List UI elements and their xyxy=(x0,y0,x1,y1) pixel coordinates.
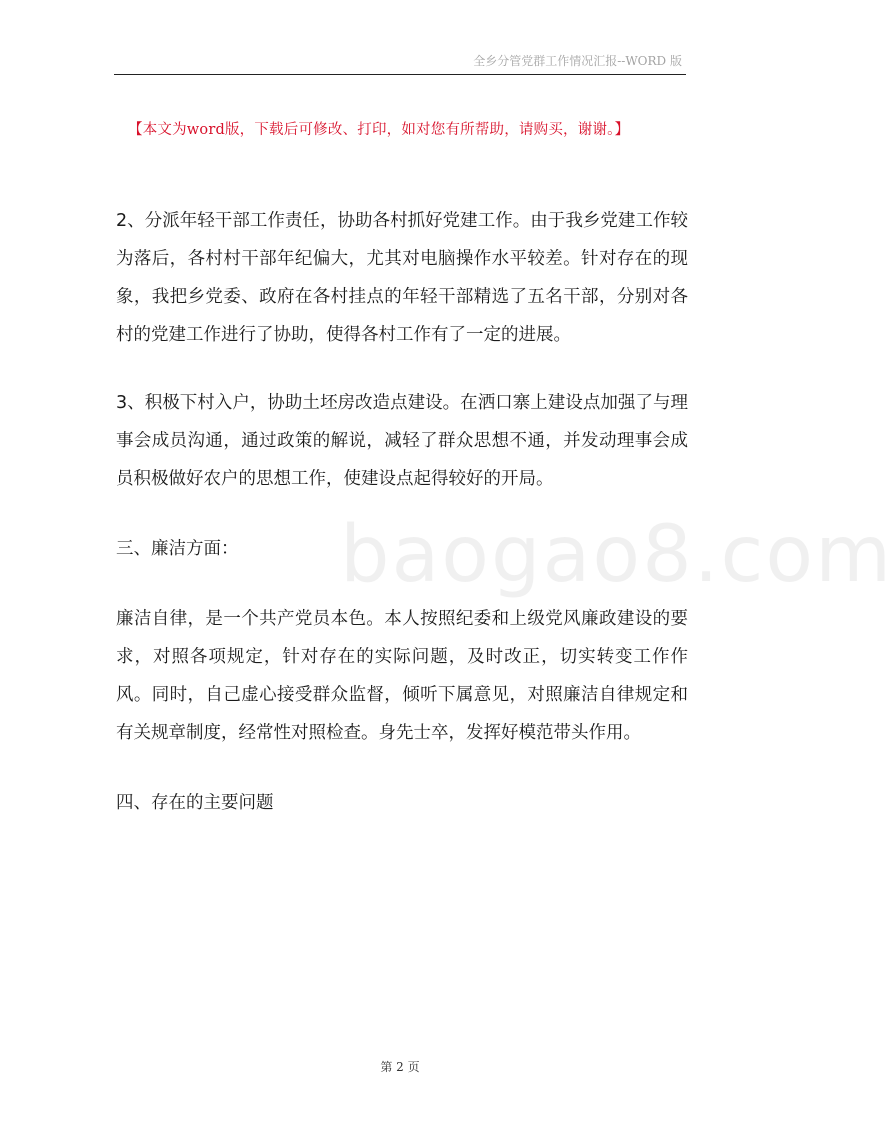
header-divider xyxy=(114,74,686,75)
page-header-title: 全乡分管党群工作情况汇报--WORD 版 xyxy=(473,54,682,68)
document-body xyxy=(116,202,688,822)
paragraph-integrity: 廉洁自律，是一个共产党员本色。本人按照纪委和上级党风廉政建设的要求，对照各项规定，针对存在的实际问题，及时改正，切实转变工作作风。同时，自己虚心接受群众监督，倾听下属意见，对照廉洁自律规定和有关规章制度，经常性对照检查。身先士卒，发挥好模范带头作用。 xyxy=(116,609,688,743)
page-number: 第 2 页 xyxy=(380,1060,420,1074)
download-notice: 【本文为word版，下载后可修改、打印，如对您有所帮助，请购买，谢谢。】 xyxy=(128,122,630,138)
section-heading-integrity: 三、廉洁方面： xyxy=(116,539,239,559)
section-heading-problems: 四、存在的主要问题 xyxy=(116,793,274,813)
paragraph-assign-young-cadres: 2、分派年轻干部工作责任，协助各村抓好党建工作。由于我乡党建工作较为落后，各村村干部年纪偏大，尤其对电脑操作水平较差。针对存在的现象，我把乡党委、政府在各村挂点的年轻干部精选了五名干部，分别对各村的党建工作进行了协助，使得各村工作有了一定的进展。 xyxy=(116,211,688,345)
paragraph-village-visits: 3、积极下村入户，协助土坯房改造点建设。在洒口寨上建设点加强了与理事会成员沟通，通过政策的解说，减轻了群众思想不通，并发动理事会成员积极做好农户的思想工作，使建设点起得较好的开局。 xyxy=(116,393,688,489)
watermark: baogao8.com xyxy=(340,510,893,600)
